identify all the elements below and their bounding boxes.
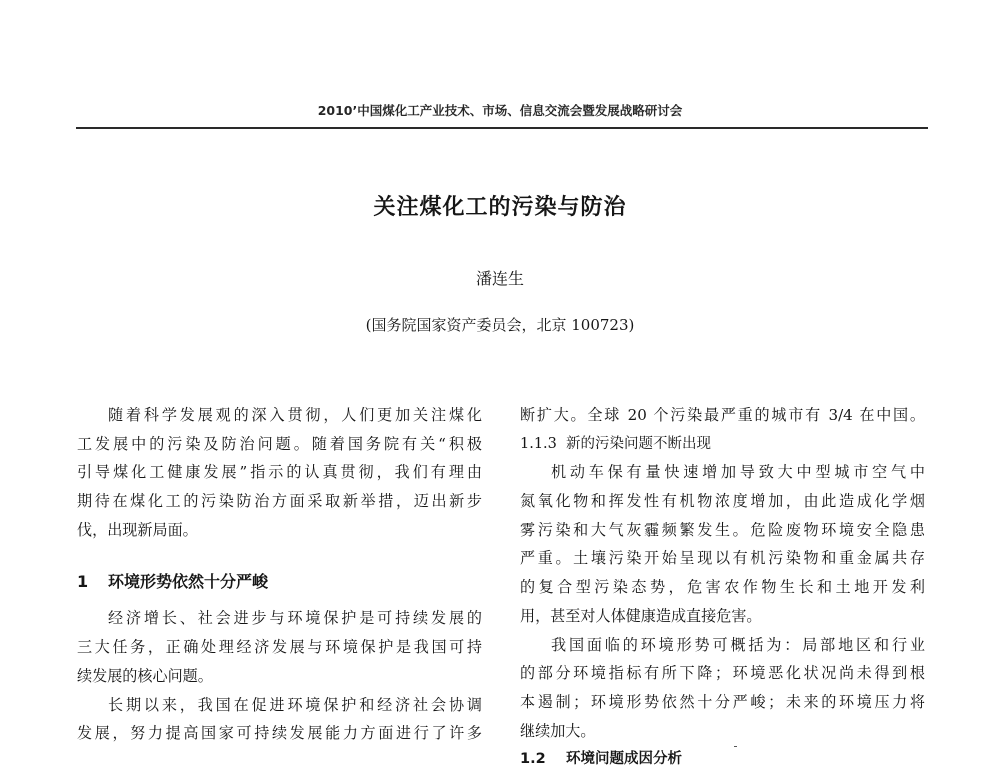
text-line: 长期以来，我国在促进环境保护和经济社会协调 xyxy=(108,695,482,714)
right-column xyxy=(520,401,925,774)
text-line: 工发展中的污染及防治问题。随着国务院有关“积极 xyxy=(77,434,482,453)
text-line: 断扩大。全球 20 个污染最严重的城市有 3/4 在中国。 xyxy=(520,406,925,424)
author-name: 潘连生 xyxy=(475,269,524,288)
text-line: 经济增长、社会进步与环境保护是可持续发展的 xyxy=(108,609,482,628)
running-header: 2010’中国煤化工产业技术、市场、信息交流会暨发展战略研讨会 xyxy=(317,103,683,118)
header-rule xyxy=(76,127,928,129)
subsection-title: 环境问题成因分析 xyxy=(566,751,682,768)
text-line: 氮氧化物和挥发性有机物浓度增加，由此造成化学烟 xyxy=(520,492,925,511)
left-column xyxy=(77,401,482,748)
text-line: 严重。土壤污染开始呈现以有机污染物和重金属共存 xyxy=(520,549,925,568)
text-line: 的复合型污染态势，危害农作物生长和土地开发利 xyxy=(520,578,925,597)
subsection-number: 1.1.3 xyxy=(520,435,557,452)
subsection-heading-1-1-3 xyxy=(520,430,925,459)
text-line: 我国面临的环境形势可概括为：局部地区和行业 xyxy=(551,635,925,654)
section-heading-1 xyxy=(77,559,482,604)
text-line: 雾污染和大气灰霾频繁发生。危险废物环境安全隐患 xyxy=(520,520,925,539)
text-line: 本遏制；环境形势依然十分严峻；未来的环境压力将 xyxy=(520,692,925,711)
article-title: 关注煤化工的污染与防治 xyxy=(373,195,627,220)
text-line: 机动车保有量快速增加导致大中型城市空气中 xyxy=(551,463,925,482)
text-line: 引导煤化工健康发展”指示的认真贯彻，我们有理由 xyxy=(77,463,482,482)
section-number: 1 xyxy=(77,572,89,592)
subsection-title: 新的污染问题不断出现 xyxy=(566,435,711,452)
text-line: 用，甚至对人体健康造成直接危害。 xyxy=(520,606,762,625)
text-line: 三大任务，正确处理经济发展与环境保护是我国可持 xyxy=(77,638,482,657)
text-line: 伐，出现新局面。 xyxy=(77,520,198,539)
section-title: 环境形势依然十分严峻 xyxy=(108,572,269,592)
text-line: 的部分环境指标有所下降；环境恶化状况尚未得到根 xyxy=(520,664,925,683)
text-line: 继续加大。 xyxy=(520,721,596,740)
text-line: 续发展的核心问题。 xyxy=(77,666,213,685)
subsection-number: 1.2 xyxy=(520,751,546,768)
text-line: 随着科学发展观的深入贯彻，人们更加关注煤化 xyxy=(108,406,482,424)
paragraph-gap xyxy=(77,544,482,559)
text-line: 发展，努力提高国家可持续发展能力方面进行了许多 xyxy=(77,724,482,743)
text-line: 期待在煤化工的污染防治方面采取新举措，迈出新步 xyxy=(77,492,482,511)
author-affiliation: (国务院国家资产委员会，北京 100723) xyxy=(365,316,635,334)
scan-speck xyxy=(734,746,737,747)
